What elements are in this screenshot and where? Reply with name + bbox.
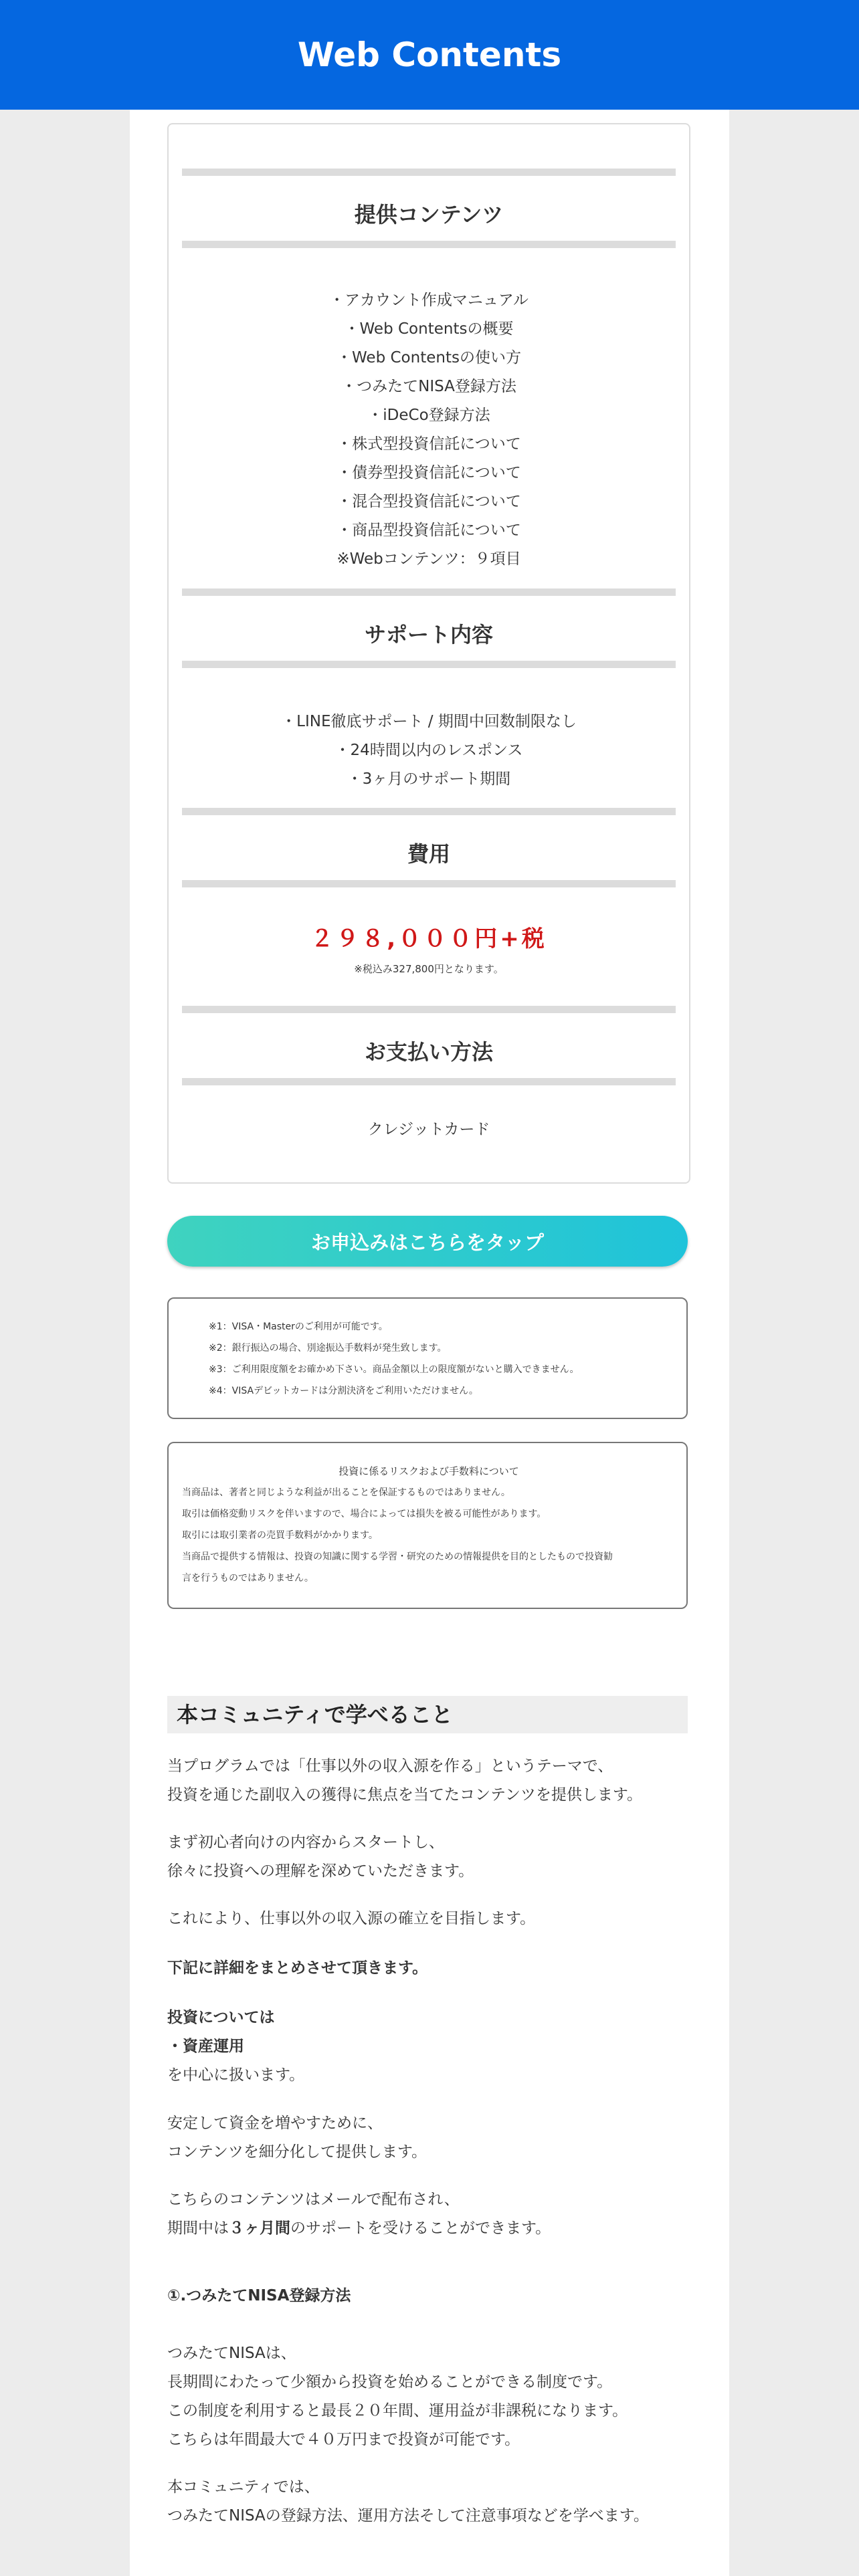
text-line: つみたてNISAの登録方法、運用方法そして注意事項などを学べます。 <box>167 2507 649 2525</box>
risk-line: 当商品は、著者と同じような利益が出ることを保証するものではありません。 <box>182 1487 510 1498</box>
text-span: のサポートを受けることができます。 <box>290 2220 551 2237</box>
list-item: ・商品型投資信託について <box>337 522 521 539</box>
list-item: ・3ヶ月のサポート期間 <box>347 770 511 788</box>
nisa-heading <box>167 2282 716 2311</box>
paragraph <box>167 2185 716 2243</box>
payment-notes-box <box>167 1297 688 1419</box>
apply-button[interactable]: お申込みはこちらをタップ <box>167 1216 688 1267</box>
list-item: ・LINE徹底サポート / 期間中回数制限なし <box>281 713 577 730</box>
risk-title: 投資に係るリスクおよび手数料について <box>339 1465 519 1477</box>
main-content <box>130 110 729 2576</box>
risk-line: 取引は価格変動リスクを伴いますので、場合によっては損失を被る可能性があります。 <box>182 1509 547 1519</box>
risk-disclosure-box <box>167 1442 688 1609</box>
price: ２９８,０００円+税 <box>310 926 547 952</box>
text-line: こちらのコンテンツはメールで配布され、 <box>167 2191 460 2208</box>
support-list <box>169 708 689 794</box>
support-title: サポート内容 <box>182 618 676 649</box>
list-item: ・iDeCo登録方法 <box>367 407 490 424</box>
text-line <box>167 2214 716 2243</box>
note-line: ※1：VISA・Masterのご利用が可能です。 <box>209 1321 388 1332</box>
text-span-bold: ３ヶ月間 <box>229 2220 290 2237</box>
payment-method: クレジットカード <box>367 1121 490 1138</box>
risk-line: 当商品で提供する情報は、投資の知識に関する学習・研究のための情報提供を目的としたもので投資勧 <box>182 1551 613 1562</box>
text-line: この制度を利用すると最長２０年間、運用益が非課税になります。 <box>167 2402 628 2420</box>
paragraph-bold <box>167 1954 716 1983</box>
text-line: コンテンツを細分化して提供します。 <box>167 2143 427 2161</box>
text-line: まず初心者向けの内容からスタートし、 <box>167 1834 444 1851</box>
text-line: 徐々に投資への理解を深めていただきます。 <box>167 1862 474 1880</box>
paragraph <box>167 2473 716 2531</box>
list-item: ・混合型投資信託について <box>337 493 521 510</box>
text-line: これにより、仕事以外の収入源の確立を目指します。 <box>167 1910 536 1927</box>
paragraph <box>167 1828 716 1886</box>
risk-line: 言を行うものではありません。 <box>182 1573 314 1584</box>
contents-list <box>169 286 689 574</box>
text-line: ①.つみたてNISA登録方法 <box>167 2287 351 2304</box>
list-item: ・株式型投資信託について <box>337 435 521 453</box>
text-line: つみたてNISAは、 <box>167 2345 296 2362</box>
site-header <box>0 0 859 110</box>
list-item: ・24時間以内のレスポンス <box>335 742 523 759</box>
list-item: ・つみたてNISA登録方法 <box>341 378 516 395</box>
note-line: ※2：銀行振込の場合、別途振込手数料が発生致します。 <box>209 1343 447 1354</box>
price-note: ※税込み327,800円となります。 <box>354 963 504 975</box>
paragraph <box>167 1905 716 1933</box>
text-line: 投資については <box>167 2009 275 2026</box>
text-line: 長期間にわたって少額から投資を始めることができる制度です。 <box>167 2373 613 2391</box>
paragraph <box>167 2339 716 2454</box>
text-line: 安定して資金を増やすために、 <box>167 2115 383 2132</box>
note-line: ※3：ご利用限度額をお確かめ下さい。商品金額以上の限度額がないと購入できません。 <box>209 1364 579 1375</box>
payment-title: お支払い方法 <box>182 1035 676 1066</box>
text-line: こちらは年間最大で４０万円まで投資が可能です。 <box>167 2431 520 2448</box>
list-item: ・Web Contentsの概要 <box>344 320 514 338</box>
intro-paragraph <box>167 1752 716 1810</box>
text-span: 期間中は <box>167 2220 229 2237</box>
text-line: 投資を通じた副収入の獲得に焦点を当てたコンテンツを提供します。 <box>167 1786 643 1804</box>
plan-card <box>167 123 690 1184</box>
text-line: を中心に扱います。 <box>167 2066 305 2084</box>
list-item: ※Webコンテンツ：９項目 <box>337 550 521 568</box>
text-line: 下記に詳細をまとめさせて頂きます。 <box>167 1959 428 1977</box>
text-line: ・資産運用 <box>167 2038 244 2055</box>
text-line: 当プログラムでは「仕事以外の収入源を作る」というテーマで、 <box>167 1757 613 1775</box>
paragraph <box>167 2004 716 2090</box>
risk-line: 取引には取引業者の売買手数料がかかります。 <box>182 1530 378 1541</box>
list-item: ・債券型投資信託について <box>337 464 521 481</box>
text-line: 本コミュニティでは、 <box>167 2478 320 2496</box>
fee-title: 費用 <box>182 837 676 868</box>
learn-heading: 本コミュニティで学べること <box>167 1696 688 1733</box>
contents-title: 提供コンテンツ <box>182 198 676 229</box>
list-item: ・Web Contentsの使い方 <box>337 349 521 366</box>
site-title: Web Contents <box>297 35 562 74</box>
paragraph <box>167 2109 716 2167</box>
list-item: ・アカウント作成マニュアル <box>329 292 529 309</box>
note-line: ※4：VISAデビットカードは分割決済をご利用いただけません。 <box>209 1386 478 1396</box>
